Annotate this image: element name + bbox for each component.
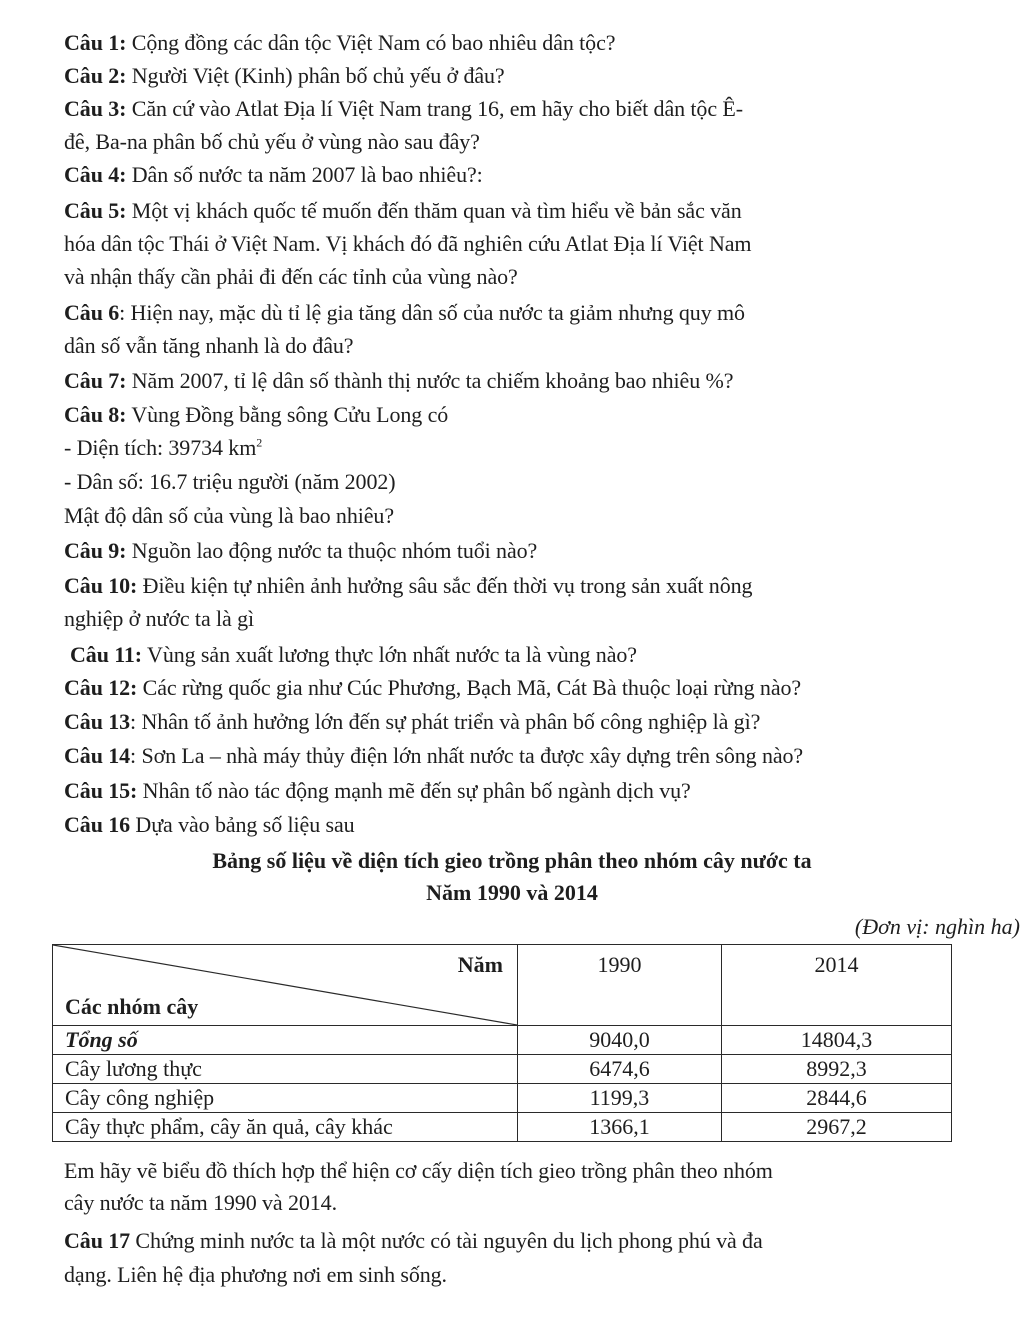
data-table [52,944,952,1142]
question-1 [64,28,615,58]
cell-2014: 2967,2 [721,1113,951,1142]
question-label: Câu 1: [64,30,127,55]
question-text: Căn cứ vào Atlat Địa lí Việt Nam trang 16, em hãy cho biết dân tộc Ê- [126,96,743,121]
question-label: Câu 11: [70,642,143,667]
question-text: Một vị khách quốc tế muốn đến thăm quan và tìm hiểu về bản sắc văn [126,198,742,223]
table-row [53,1026,952,1055]
question-text: Nguồn lao động nước ta thuộc nhóm tuổi nào? [126,538,538,563]
question-10 [64,571,752,601]
table-unit: (Đơn vị: nghìn ha) [854,914,1020,939]
question-12 [64,673,801,703]
header-year-1990: 1990 [518,945,722,1026]
question-5 [64,196,742,226]
question-label: Câu 6 [64,300,120,325]
table-title: Bảng số liệu về diện tích gieo trồng phân theo nhóm cây nước ta [212,848,812,873]
question-13 [64,707,760,737]
question-label: Câu 2: [64,63,127,88]
question-2 [64,61,505,91]
question-15 [64,776,691,806]
question-16-task: Em hãy vẽ biểu đồ thích hợp thể hiện cơ cấy diện tích gieo trồng phân theo nhóm [64,1158,773,1183]
question-label: Câu 17 [64,1228,131,1253]
header-year-2014: 2014 [721,945,951,1026]
question-10-continued: nghiệp ở nước ta là gì [64,606,254,631]
cell-1990: 1199,3 [518,1084,722,1113]
question-4 [64,160,483,190]
question-label: Câu 9: [64,538,127,563]
question-label: Câu 8: [64,402,127,427]
question-text: Dân số nước ta năm 2007 là bao nhiêu?: [126,162,483,187]
question-label: Câu 14 [64,743,131,768]
row-label: Cây lương thực [53,1055,518,1084]
question-5-continued: và nhận thấy cần phải đi đến các tỉnh của vùng nào? [64,264,518,289]
table-row [53,1084,952,1113]
cell-1990: 9040,0 [518,1026,722,1055]
question-text: Vùng sản xuất lương thực lớn nhất nước ta là vùng nào? [142,642,637,667]
row-label: Cây công nghiệp [53,1084,518,1113]
table-row [53,1055,952,1084]
question-text: : Nhân tố ảnh hưởng lớn đến sự phát triển và phân bố công nghiệp là gì? [130,709,761,734]
question-label: Câu 5: [64,198,127,223]
cell-1990: 1366,1 [518,1113,722,1142]
question-7 [64,366,733,396]
question-5-continued: hóa dân tộc Thái ở Việt Nam. Vị khách đó đã nghiên cứu Atlat Địa lí Việt Nam [64,231,752,256]
cell-2014: 8992,3 [721,1055,951,1084]
question-3 [64,94,743,124]
table-subtitle: Năm 1990 và 2014 [426,880,598,905]
area-superscript: 2 [256,435,263,450]
cell-1990: 6474,6 [518,1055,722,1084]
question-17 [64,1226,763,1256]
question-label: Câu 10: [64,573,138,598]
question-text: Người Việt (Kinh) phân bố chủ yếu ở đâu? [126,63,505,88]
question-9 [64,536,537,566]
question-label: Câu 15: [64,778,138,803]
table-row [53,1113,952,1142]
question-text: Dựa vào bảng số liệu sau [130,812,355,837]
question-11 [70,640,637,670]
question-16 [64,810,355,840]
header-group-label: Các nhóm cây [65,994,199,1019]
question-6-continued: dân số vẫn tăng nhanh là do đâu? [64,333,354,358]
question-17-continued: dạng. Liên hệ địa phương nơi em sinh sống. [64,1262,447,1287]
question-text: Các rừng quốc gia như Cúc Phương, Bạch Mã, Cát Bà thuộc loại rừng nào? [137,675,802,700]
question-text: Điều kiện tự nhiên ảnh hưởng sâu sắc đến thời vụ trong sản xuất nông [137,573,753,598]
question-text: Chứng minh nước ta là một nước có tài nguyên du lịch phong phú và đa [130,1228,763,1253]
question-text: : Sơn La – nhà máy thủy điện lớn nhất nước ta được xây dựng trên sông nào? [130,743,804,768]
cell-2014: 2844,6 [721,1084,951,1113]
row-label: Tổng số [53,1026,518,1055]
question-text: Cộng đồng các dân tộc Việt Nam có bao nhiêu dân tộc? [126,30,616,55]
question-text: : Hiện nay, mặc dù tỉ lệ gia tăng dân số của nước ta giảm nhưng quy mô [119,300,745,325]
question-8 [64,400,448,430]
question-label: Câu 12: [64,675,138,700]
row-label: Cây thực phẩm, cây ăn quả, cây khác [53,1113,518,1142]
question-text: Năm 2007, tỉ lệ dân số thành thị nước ta chiếm khoảng bao nhiêu %? [126,368,734,393]
area-text: - Diện tích: 39734 km [64,435,257,460]
question-3-continued: đê, Ba-na phân bố chủ yếu ở vùng nào sau đây? [64,129,480,154]
question-text: Vùng Đồng bằng sông Cửu Long có [126,402,449,427]
diagonal-header-cell [53,945,518,1026]
question-8-population: - Dân số: 16.7 triệu người (năm 2002) [64,469,396,494]
question-8-area [64,433,262,463]
header-year-label: Năm [457,952,503,977]
question-8-ask: Mật độ dân số của vùng là bao nhiêu? [64,503,394,528]
question-label: Câu 3: [64,96,127,121]
question-label: Câu 16 [64,812,131,837]
question-label: Câu 7: [64,368,127,393]
cell-2014: 14804,3 [721,1026,951,1055]
question-16-task-continued: cây nước ta năm 1990 và 2014. [64,1190,337,1215]
question-text: Nhân tố nào tác động mạnh mẽ đến sự phân bố ngành dịch vụ? [137,778,691,803]
question-14 [64,741,803,771]
question-label: Câu 13 [64,709,131,734]
table-header-row [53,945,952,1026]
question-6 [64,298,745,328]
question-label: Câu 4: [64,162,127,187]
